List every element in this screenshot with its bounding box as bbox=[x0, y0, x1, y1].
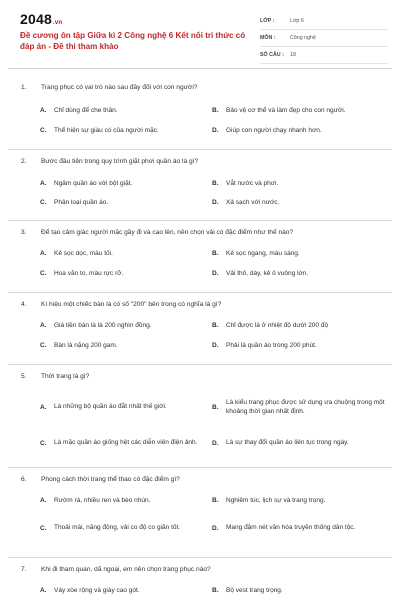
option-letter: D. bbox=[212, 439, 219, 447]
option-text: Là mặc quần áo giống hệt các diễn viên điện ảnh. bbox=[54, 439, 198, 447]
question-text bbox=[21, 476, 180, 483]
meta-value: Lớp 6 bbox=[290, 18, 304, 24]
option-text: Vắt nước và phơi. bbox=[226, 180, 279, 187]
option-letter: C. bbox=[40, 524, 47, 532]
option-text: Nghiêm túc, lịch sự và trang trọng. bbox=[226, 497, 326, 504]
option-text: Thoải mái, năng động, vải co độ co giãn tốt. bbox=[54, 524, 181, 532]
question-text bbox=[21, 373, 89, 380]
option-letter: C. bbox=[40, 127, 47, 135]
option-letter: B. bbox=[212, 587, 219, 595]
option-text: Vải thô, dày, kẻ ô vuông lớn. bbox=[226, 270, 309, 277]
meta-value: 18 bbox=[290, 52, 296, 58]
option-letter: B. bbox=[212, 250, 219, 258]
answer-option[interactable] bbox=[40, 518, 200, 538]
option-text: Là sự thay đổi quần áo liên tục trong ngày. bbox=[226, 439, 349, 447]
option-letter: A. bbox=[40, 180, 47, 188]
question-number: 2. bbox=[21, 158, 27, 165]
answer-option[interactable] bbox=[40, 341, 200, 351]
answer-option[interactable] bbox=[212, 518, 388, 538]
answer-option[interactable] bbox=[212, 198, 388, 208]
question-body: Khi đi tham quan, dã ngoại, em nên chọn trang phục nào? bbox=[41, 566, 211, 573]
answer-option[interactable] bbox=[212, 249, 388, 259]
question-text bbox=[21, 229, 293, 236]
option-letter: B. bbox=[212, 180, 219, 188]
question-item bbox=[8, 365, 392, 468]
option-text: Bộ vest trang trọng. bbox=[226, 587, 283, 594]
answer-option[interactable] bbox=[212, 106, 388, 116]
option-text: Kẻ sọc ngang, màu sáng. bbox=[226, 250, 300, 257]
meta-value: Công nghệ bbox=[290, 35, 316, 41]
answer-option[interactable] bbox=[40, 392, 200, 422]
question-item bbox=[8, 293, 392, 365]
meta-key: LỚP : bbox=[260, 18, 275, 24]
option-text: Váy xòe rộng và giày cao gót. bbox=[54, 587, 140, 594]
question-number: 5. bbox=[21, 373, 27, 380]
option-text: Hoa văn to, màu rực rỡ. bbox=[54, 270, 124, 277]
meta-row-class bbox=[260, 13, 388, 30]
answer-option[interactable] bbox=[212, 392, 388, 422]
option-letter: D. bbox=[212, 270, 219, 278]
logo-text: 2048 bbox=[20, 11, 52, 27]
answer-option[interactable] bbox=[40, 198, 200, 208]
answer-option[interactable] bbox=[212, 321, 388, 331]
question-text bbox=[21, 84, 198, 91]
question-number: 7. bbox=[21, 566, 27, 573]
option-text: Giá tiền bàn là là 200 nghìn đồng. bbox=[54, 322, 152, 329]
logo-suffix: .vn bbox=[52, 20, 63, 26]
answer-option[interactable] bbox=[212, 586, 388, 596]
document-title: Đề cương ôn tập Giữa kì 2 Công nghệ 6 Kết nối tri thức có đáp án - Đề thi tham khảo bbox=[20, 31, 246, 51]
question-list bbox=[8, 76, 392, 602]
answer-option[interactable] bbox=[40, 586, 200, 596]
option-letter: A. bbox=[40, 107, 47, 115]
question-item bbox=[8, 468, 392, 558]
option-text: Là kiểu trang phục được sử dụng ưa chuộng trong một khoảng thời gian nhất định. bbox=[226, 398, 385, 415]
meta-key: SỐ CÂU : bbox=[260, 52, 284, 58]
meta-key: MÔN : bbox=[260, 35, 276, 41]
question-item bbox=[8, 76, 392, 150]
answer-option[interactable] bbox=[212, 433, 388, 453]
option-letter: A. bbox=[40, 587, 47, 595]
answer-option[interactable] bbox=[40, 321, 200, 331]
site-logo[interactable] bbox=[20, 11, 62, 27]
answer-option[interactable] bbox=[40, 126, 200, 136]
option-letter: B. bbox=[212, 322, 219, 330]
option-text: Chỉ dùng để che thân. bbox=[54, 107, 118, 114]
question-item bbox=[8, 221, 392, 293]
page-header bbox=[8, 0, 392, 69]
answer-option[interactable] bbox=[40, 433, 200, 453]
option-letter: A. bbox=[40, 322, 47, 330]
option-text: Ngâm quần áo với bột giặt. bbox=[54, 180, 133, 187]
question-item bbox=[8, 150, 392, 221]
document-meta-table bbox=[260, 13, 388, 64]
option-letter: C. bbox=[40, 270, 47, 278]
option-letter: B. bbox=[212, 497, 219, 505]
option-text: Là những bộ quần áo đắt nhất thế giới. bbox=[54, 403, 167, 411]
meta-row-subject bbox=[260, 30, 388, 47]
option-letter: D. bbox=[212, 524, 219, 532]
question-number: 1. bbox=[21, 84, 27, 91]
question-text bbox=[21, 301, 221, 308]
question-body: Kí hiệu một chiếc bàn là có số "200" bên trong có nghĩa là gì? bbox=[41, 301, 222, 308]
question-text bbox=[21, 158, 198, 165]
question-body: Thời trang là gì? bbox=[41, 373, 90, 380]
question-body: Phong cách thời trang thể thao có đặc điểm gì? bbox=[41, 476, 180, 483]
option-text: Mang đậm nét văn hóa truyền thống dân tộc. bbox=[226, 524, 356, 532]
option-text: Xả sạch với nước. bbox=[226, 199, 280, 206]
question-number: 4. bbox=[21, 301, 27, 308]
option-letter: D. bbox=[212, 342, 219, 350]
answer-option[interactable] bbox=[40, 269, 200, 279]
option-letter: B. bbox=[212, 403, 219, 411]
question-number: 6. bbox=[21, 476, 27, 483]
answer-option[interactable] bbox=[212, 126, 388, 136]
answer-option[interactable] bbox=[40, 249, 200, 259]
question-item bbox=[8, 558, 392, 602]
option-letter: D. bbox=[212, 127, 219, 135]
option-letter: A. bbox=[40, 403, 47, 411]
option-text: Phân loại quần áo. bbox=[54, 199, 109, 206]
answer-option[interactable] bbox=[40, 496, 200, 506]
meta-row-count bbox=[260, 47, 388, 64]
option-letter: D. bbox=[212, 199, 219, 207]
option-text: Bàn là nặng 200 gam. bbox=[54, 342, 118, 349]
question-number: 3. bbox=[21, 229, 27, 236]
question-body: Bước đầu tiên trong quy trình giặt phơi quần áo là gì? bbox=[41, 158, 199, 165]
option-text: Kẻ sọc dọc, màu tối. bbox=[54, 250, 113, 257]
option-text: Rườm rà, nhiều ren và bèo nhún. bbox=[54, 497, 151, 504]
option-letter: C. bbox=[40, 199, 47, 207]
option-letter: A. bbox=[40, 497, 47, 505]
question-body: Trang phục có vai trò nào sau đây đối với con người? bbox=[41, 84, 198, 91]
answer-option[interactable] bbox=[40, 106, 200, 116]
option-text: Thể hiện sự giàu có của người mặc. bbox=[54, 127, 159, 134]
option-letter: B. bbox=[212, 107, 219, 115]
option-text: Giúp con người chạy nhanh hơn. bbox=[226, 127, 322, 134]
answer-option[interactable] bbox=[212, 179, 388, 189]
option-letter: A. bbox=[40, 250, 47, 258]
answer-option[interactable] bbox=[212, 341, 388, 351]
question-text bbox=[21, 566, 211, 573]
option-letter: C. bbox=[40, 439, 47, 447]
answer-option[interactable] bbox=[212, 269, 388, 279]
answer-option[interactable] bbox=[212, 496, 388, 506]
answer-option[interactable] bbox=[40, 179, 200, 189]
option-text: Chỉ được là ở nhiệt độ dưới 200 độ bbox=[226, 322, 329, 329]
option-text: Bảo vệ cơ thể và làm đẹp cho con người. bbox=[226, 107, 346, 114]
question-body: Để tạo cảm giác người mặc gầy đi và cao lên, nên chọn vải có đặc điểm như thế nào? bbox=[41, 229, 294, 236]
option-letter: C. bbox=[40, 342, 47, 350]
option-text: Phải là quần áo trong 200 phút. bbox=[226, 342, 317, 349]
